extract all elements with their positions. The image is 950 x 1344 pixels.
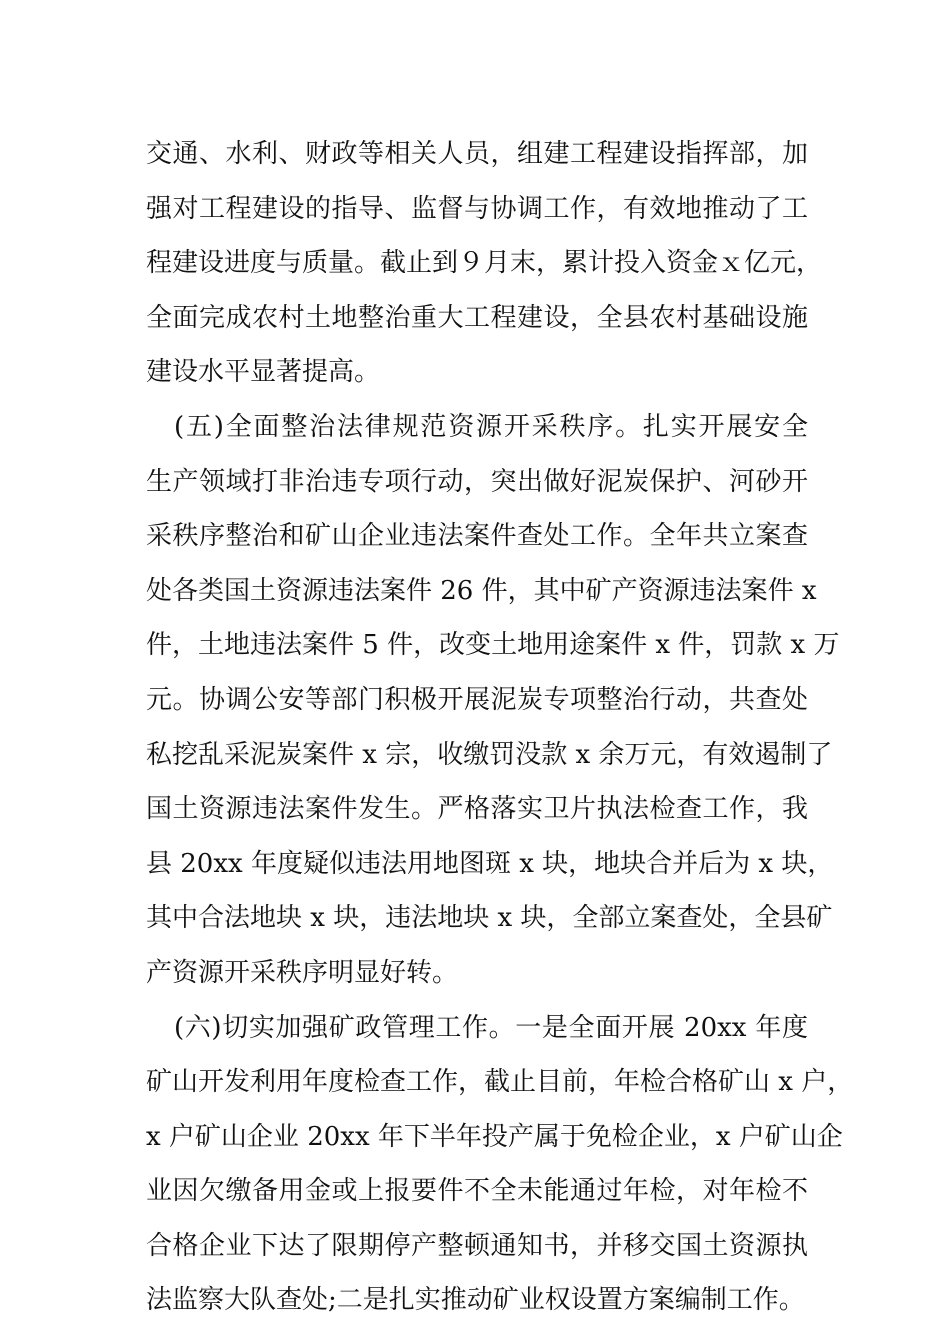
text-line: 全面完成农村土地整治重大工程建设，全县农村基础设施 xyxy=(146,302,808,333)
text-line: 国土资源违法案件发生。严格落实卫片执法检查工作，我 xyxy=(146,794,808,825)
text-line: 私挖乱采泥炭案件 x 宗，收缴罚没款 x 余万元，有效遏制了 xyxy=(146,739,833,770)
text-line: x 户矿山企业 20xx 年下半年投产属于免检企业，x 户矿山企 xyxy=(146,1121,843,1152)
text-line: 生产领域打非治违专项行动，突出做好泥炭保护、河砂开 xyxy=(146,466,808,497)
text-line: 元。协调公安等部门积极开展泥炭专项整治行动，共查处 xyxy=(146,684,808,715)
text-line: 矿山开发利用年度检查工作，截止目前，年检合格矿山 x 户， xyxy=(146,1067,854,1098)
text-line: 业因欠缴备用金或上报要件不全未能通过年检，对年检不 xyxy=(146,1176,808,1207)
text-line: 建设水平显著提高。 xyxy=(146,357,381,388)
paragraph xyxy=(146,127,823,400)
text-line: 法监察大队查处;二是扎实推动矿业权设置方案编制工作。 xyxy=(146,1285,805,1316)
document-body xyxy=(146,127,854,1328)
paragraph xyxy=(146,400,840,1001)
text-line: 县 20xx 年度疑似违法用地图斑 x 块，地块合并后为 x 块， xyxy=(146,848,834,879)
section-heading-line: (六)切实加强矿政管理工作。一是全面开展 20xx 年度 xyxy=(174,1012,808,1043)
text-line: 程建设进度与质量。截止到９月末，累计投入资金ｘ亿元， xyxy=(146,248,823,279)
paragraph xyxy=(146,1001,854,1329)
section-heading-line: (五)全面整治法律规范资源开采秩序。扎实开展安全 xyxy=(174,411,808,442)
text-line: 强对工程建设的指导、监督与协调工作，有效地推动了工 xyxy=(146,193,808,224)
text-line: 产资源开采秩序明显好转。 xyxy=(146,957,459,988)
text-line: 处各类国土资源违法案件 26 件，其中矿产资源违法案件 x xyxy=(146,575,817,606)
text-line: 采秩序整治和矿山企业违法案件查处工作。全年共立案查 xyxy=(146,521,808,552)
text-line: 其中合法地块 x 块，违法地块 x 块，全部立案查处，全县矿 xyxy=(146,903,833,934)
text-line: 件，土地违法案件 5 件，改变土地用途案件 x 件，罚款 x 万 xyxy=(146,630,840,661)
text-line: 交通、水利、财政等相关人员，组建工程建设指挥部，加 xyxy=(146,139,808,169)
text-line: 合格企业下达了限期停产整顿通知书，并移交国土资源执 xyxy=(146,1230,808,1261)
